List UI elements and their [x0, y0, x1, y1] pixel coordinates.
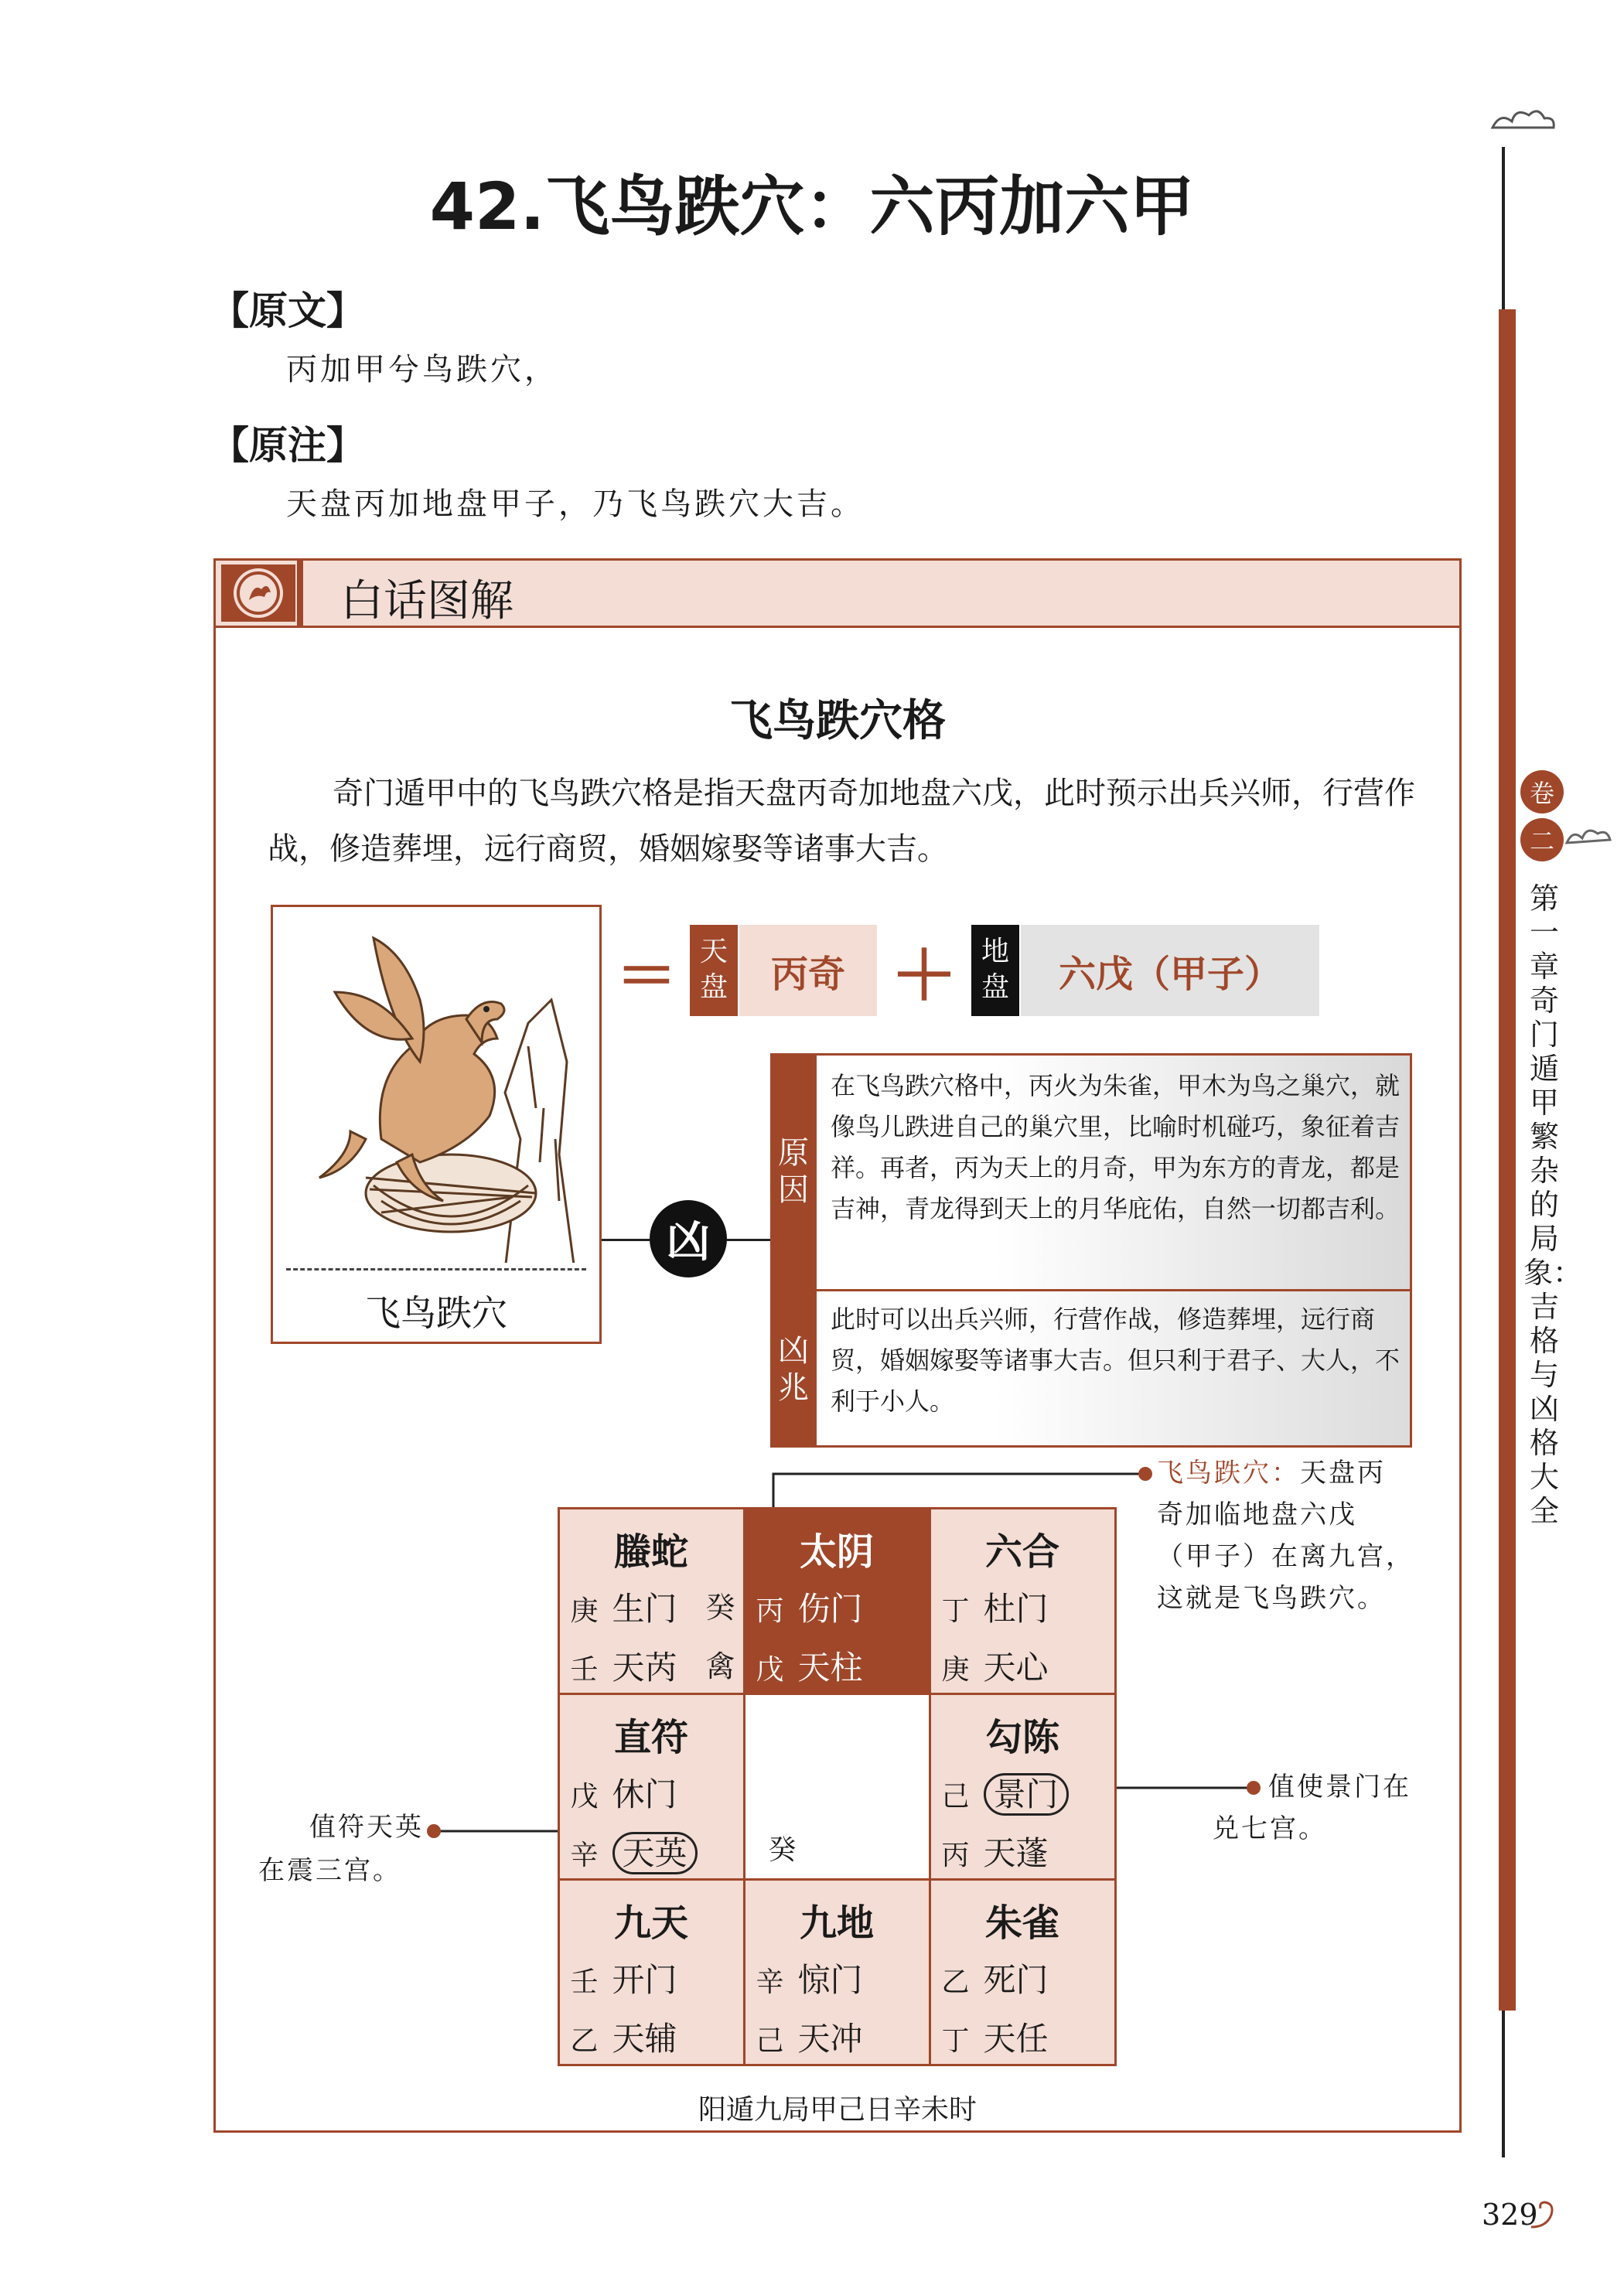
palace-door: 惊门: [797, 1960, 863, 1999]
palace-door: 死门: [983, 1960, 1049, 1999]
omen-char-1: 凶: [778, 1333, 809, 1369]
page-title: 42.飞鸟跌穴：六丙加六甲: [429, 169, 1195, 244]
feiniao-line-4: 这就是飞鸟跌穴。: [1157, 1583, 1386, 1614]
palace-god: 九地: [799, 1901, 874, 1945]
palace-stem: 庚: [941, 1653, 970, 1686]
palace-god: 朱雀: [984, 1901, 1059, 1945]
palace-cell: [558, 1878, 745, 2066]
palace-cell: [929, 1693, 1117, 1881]
palace-cell: [929, 1878, 1117, 2066]
palace-god: 勾陈: [984, 1715, 1059, 1759]
palace-star: 天柱: [797, 1648, 863, 1687]
feiniao-line-1: 天盘丙: [1300, 1458, 1386, 1489]
palace-row-door: [942, 1955, 1049, 2001]
page-number: 329: [1482, 2198, 1538, 2232]
palace-row-star: [942, 1828, 1049, 1874]
pattern-description: 奇门遁甲中的飞鸟跌穴格是指天盘丙奇加地盘六戊，此时预示出兵兴师，行营作战，修造葬埋，远行商贸，婚姻嫁娶等诸事大吉。: [268, 776, 1415, 867]
palace-row-door: [942, 1584, 1049, 1630]
palace-row-door: [571, 1955, 677, 2001]
palace-extra: 禽: [705, 1649, 735, 1683]
palace-row-star: [571, 2014, 677, 2060]
palace-stem: 丁: [941, 2024, 970, 2057]
qimen-grid: [558, 1508, 1117, 2066]
palace-god: 九天: [613, 1901, 688, 1945]
palace-stem: 乙: [570, 2024, 599, 2057]
palace-row-star: [756, 2014, 863, 2060]
palace-stem: 戊: [756, 1653, 784, 1686]
palace-stem: 己: [756, 2024, 784, 2057]
palace-door: 生门: [612, 1589, 677, 1628]
palace-star: 天芮: [612, 1648, 677, 1687]
feiniao-annotation: [1157, 1452, 1412, 1494]
palace-stem: 辛: [570, 1839, 599, 1871]
bingqi-box: 丙奇: [739, 925, 877, 1016]
palace-row-star: [942, 2014, 1049, 2060]
palace-stem: 癸: [768, 1833, 797, 1866]
original-heading: 【原文】: [210, 288, 365, 333]
palace-god: 太阴: [799, 1530, 874, 1574]
juan-badge-1: 卷: [1520, 770, 1564, 813]
note-text: 天盘丙加地盘甲子，乃飞鸟跌穴大吉。: [286, 486, 865, 522]
palace-cell: [929, 1507, 1117, 1695]
reason-char-2: 因: [778, 1172, 809, 1208]
palace-cell: [558, 1693, 745, 1881]
zhifu-line-2: 在震三宫。: [258, 1855, 401, 1886]
omen-text: 此时可以出兵兴师，行营作战，修造葬埋，远行商贸，婚姻嫁娶等诸事大吉。但只利于君子、大人，不利于小人。: [831, 1305, 1401, 1416]
palace-stem: 壬: [570, 1966, 599, 1998]
dipan-char-2: 盘: [981, 971, 1009, 1003]
xiong-badge: 凶: [650, 1200, 727, 1277]
palace-star: 天辅: [612, 2019, 677, 2058]
phoenix-label: 飞鸟跌穴: [365, 1292, 507, 1334]
palace-row-star: [942, 1642, 1049, 1689]
palace-god: 螣蛇: [613, 1530, 688, 1574]
tianpan-char-2: 盘: [699, 971, 728, 1003]
palace-stem: 庚: [570, 1595, 599, 1627]
feiniao-head: 飞鸟跌穴：: [1157, 1458, 1300, 1489]
zhifu-bullet: [427, 1824, 441, 1838]
palace-door: 伤门: [797, 1589, 863, 1628]
reason-char-1: 原: [778, 1134, 809, 1171]
palace-row-door: [756, 1769, 798, 1807]
liuwu-box: 六戊（甲子）: [1021, 925, 1319, 1016]
reason-text: 在飞鸟跌穴格中，丙火为朱雀，甲木为鸟之巢穴，就像鸟儿跌进自己的巢穴里，比喻时机碰巧，象征着吉祥。再者，丙为天上的月奇，甲为东方的青龙，都是吉神，青龙得到天上的月华庇佑，自然一切都吉利。: [831, 1071, 1401, 1223]
feiniao-line-3: （甲子）在离九宫，: [1157, 1541, 1414, 1572]
palace-stem: 乙: [941, 1966, 970, 1998]
palace-star: 天蓬: [983, 1833, 1049, 1872]
palace-door: 杜门: [983, 1589, 1049, 1628]
palace-door: 开门: [612, 1960, 677, 1999]
palace-row-star: [571, 1642, 677, 1689]
palace-stem: 壬: [570, 1653, 599, 1686]
palace-cell: [743, 1693, 931, 1881]
palace-row-star: [756, 1642, 863, 1689]
palace-cell: [743, 1507, 931, 1695]
palace-stem: 丙: [941, 1839, 970, 1871]
palace-row-door: [571, 1769, 677, 1816]
palace-star: 天冲: [797, 2019, 863, 2058]
palace-stem: 戊: [570, 1780, 599, 1813]
grid-caption: 阳遁九局甲己日辛未时: [698, 2094, 977, 2126]
palace-star: 天任: [983, 2019, 1049, 2058]
explanation-title: 白话图解: [340, 576, 513, 626]
palace-cell: [558, 1507, 745, 1695]
equals-sign: ＝: [616, 940, 677, 1012]
zhishi-line-2: 兑七宫。: [1213, 1813, 1327, 1844]
page-swirl-icon: [1528, 2196, 1562, 2235]
palace-stem: 丁: [941, 1595, 970, 1627]
palace-row-door: [756, 1584, 863, 1630]
note-heading: 【原注】: [210, 423, 365, 468]
zhishi-bullet: [1247, 1781, 1261, 1795]
palace-row-star: [571, 1828, 698, 1874]
zhifu-line-1: 值符天英: [309, 1812, 424, 1843]
feiniao-bullet: [1138, 1467, 1152, 1481]
plus-sign: ＋: [891, 937, 957, 1015]
palace-star: 天心: [983, 1648, 1049, 1687]
dipan-char-1: 地: [981, 936, 1009, 967]
palace-star: 天英: [612, 1832, 698, 1874]
original-text: 丙加甲兮鸟跌穴，: [286, 352, 558, 387]
palace-door: 休门: [612, 1775, 677, 1813]
palace-god: 六合: [984, 1530, 1059, 1574]
palace-stem: 辛: [756, 1966, 784, 1998]
chapter-vertical-title: 第一章 奇门遁甲繁杂的局象：吉格与凶格大全: [1523, 882, 1589, 1528]
palace-extra: 癸: [705, 1590, 735, 1625]
pattern-title: 飞鸟跌穴格: [729, 696, 946, 746]
palace-row-door: [756, 1955, 863, 2001]
palace-stem: 丙: [756, 1595, 784, 1627]
tianpan-char-1: 天: [699, 936, 728, 967]
palace-row-door: [942, 1769, 1069, 1816]
omen-char-2: 兆: [778, 1370, 809, 1406]
palace-row-star: [756, 1828, 810, 1867]
feiniao-line-2: 奇加临地盘六戊: [1157, 1499, 1357, 1530]
palace-stem: 己: [941, 1780, 970, 1813]
zhishi-line-1: 值使景门在: [1268, 1772, 1411, 1803]
palace-cell: [743, 1878, 931, 2066]
palace-god: 直符: [613, 1715, 688, 1759]
palace-door: 景门: [984, 1773, 1069, 1816]
palace-row-door: [571, 1584, 677, 1630]
juan-badge-2: 二: [1520, 818, 1564, 861]
